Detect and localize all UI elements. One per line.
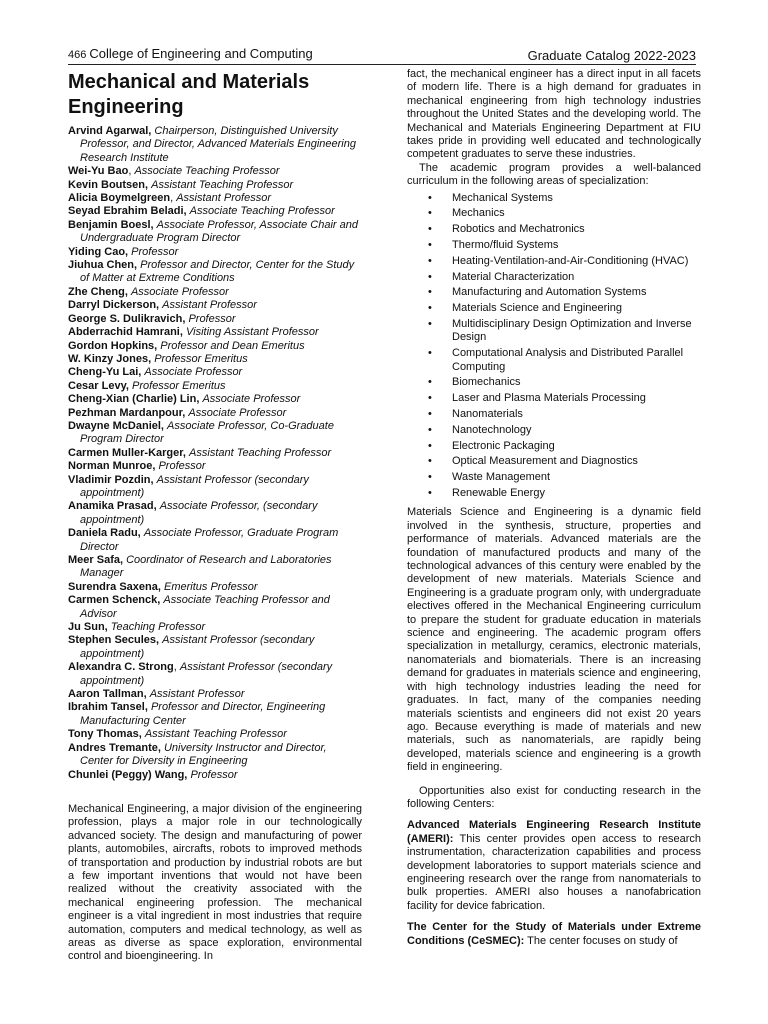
faculty-entry bbox=[68, 728, 362, 741]
bullet-icon: • bbox=[428, 347, 432, 360]
faculty-title: Teaching Professor bbox=[110, 621, 206, 634]
bullet-icon: • bbox=[428, 455, 432, 468]
faculty-entry bbox=[68, 527, 362, 554]
right-column bbox=[407, 68, 701, 948]
faculty-title: Visiting Assistant Professor bbox=[185, 326, 319, 339]
specialization-label: Laser and Plasma Materials Processing bbox=[452, 392, 646, 405]
faculty-entry bbox=[68, 259, 362, 286]
faculty-name: Ibrahim Tansel, bbox=[68, 701, 148, 714]
faculty-title: , Associate Teaching Professor bbox=[128, 165, 280, 178]
bullet-icon: • bbox=[428, 302, 432, 315]
faculty-title: , Assistant Professor (secondary appointment) bbox=[80, 661, 333, 687]
faculty-entry bbox=[68, 474, 362, 501]
bullet-icon: • bbox=[428, 286, 432, 299]
program-intro: The academic program provides a well-balanced curriculum in the following areas of specialization: bbox=[407, 161, 701, 188]
faculty-entry bbox=[68, 340, 362, 353]
faculty-title: Emeritus Professor bbox=[164, 580, 258, 593]
faculty-entry bbox=[68, 165, 362, 178]
faculty-title: Chairperson, Distinguished University Professor, and Director, Advanced Materials Engineering Research Institute bbox=[80, 125, 356, 164]
faculty-entry bbox=[68, 621, 362, 634]
faculty-name: Ju Sun, bbox=[68, 621, 108, 634]
specialization-label: Biomechanics bbox=[452, 376, 521, 389]
faculty-name: Kevin Boutsen, bbox=[68, 178, 149, 191]
faculty-name: Meer Safa, bbox=[68, 554, 124, 566]
center-cesmec-heading: The Center for the Study of Materials under Extreme Conditions (CeSMEC): bbox=[407, 921, 701, 947]
bullet-icon: • bbox=[428, 223, 432, 236]
faculty-entry bbox=[68, 393, 362, 406]
faculty-title: Associate Professor, Graduate Program Director bbox=[80, 527, 339, 553]
center-ameri-heading: Advanced Materials Engineering Research Institute (AMERI): bbox=[407, 819, 701, 845]
specialization-item bbox=[428, 207, 701, 220]
faculty-name: W. Kinzy Jones, bbox=[68, 352, 152, 365]
specialization-label: Material Characterization bbox=[452, 270, 575, 283]
intro-paragraph-left: Mechanical Engineering, a major division of the engineering profession, plays a major role in our technologically advanced society. The design and manufacturing of power plants, automobiles, aircrafts, robots to improved methods of transportation and production by industrial robots are but a few important inventions that would not have been realized without the creativity associated with the mechanical engineering profession. The mechanical engineer is a vital ingredient in most industries that require automation, computers and medical technology, as well as areas as diverse as space exploration, environmental control and bioengineering. In bbox=[68, 802, 362, 963]
faculty-entry bbox=[68, 742, 362, 769]
specialization-label: Thermo/fluid Systems bbox=[452, 239, 559, 252]
faculty-entry bbox=[68, 125, 362, 165]
bullet-icon: • bbox=[428, 239, 432, 252]
faculty-name: Surendra Saxena, bbox=[68, 580, 161, 593]
faculty-name: Darryl Dickerson, bbox=[68, 299, 160, 312]
faculty-entry bbox=[68, 353, 362, 366]
specialization-label: Mechanics bbox=[452, 207, 505, 220]
faculty-title: Assistant Professor bbox=[162, 299, 257, 312]
faculty-name: Cheng-Yu Lai, bbox=[68, 366, 142, 379]
intro-paragraph-right: fact, the mechanical engineer has a direct input in all facets of modern life. There is a high demand for graduates in mechanical engineering from high technology industries throughout the United States and the developing world. The Mechanical and Materials Engineering Department at FIU takes pride in providing well educated and technologically competent graduates to serve these industries. bbox=[407, 68, 701, 161]
bullet-icon: • bbox=[428, 254, 432, 267]
faculty-entry bbox=[68, 460, 362, 473]
faculty-name: Carmen Muller-Karger, bbox=[68, 446, 186, 459]
faculty-name: Alexandra C. Strong bbox=[68, 661, 174, 674]
bullet-icon: • bbox=[428, 408, 432, 421]
faculty-title: Assistant Professor bbox=[149, 688, 245, 701]
faculty-title: Assistant Teaching Professor bbox=[151, 178, 294, 191]
faculty-title: Assistant Teaching Professor bbox=[189, 446, 332, 459]
header-left bbox=[68, 46, 313, 63]
faculty-name: Vladimir Pozdin, bbox=[68, 473, 154, 486]
specialization-item bbox=[428, 392, 701, 405]
faculty-title: Associate Professor bbox=[188, 406, 287, 419]
center-ameri bbox=[407, 819, 701, 913]
faculty-title: Associate Professor bbox=[144, 366, 243, 379]
center-cesmec bbox=[407, 921, 701, 948]
specialization-item bbox=[428, 439, 701, 453]
bullet-icon: • bbox=[428, 471, 432, 484]
faculty-name: Abderrachid Hamrani, bbox=[68, 326, 183, 339]
faculty-entry bbox=[68, 286, 362, 299]
faculty-name: Andres Tremante, bbox=[68, 741, 161, 754]
faculty-name: Tony Thomas, bbox=[68, 728, 142, 741]
page-header bbox=[68, 45, 696, 65]
specialization-label: Nanotechnology bbox=[452, 423, 532, 436]
specialization-label: Heating-Ventilation-and-Air-Conditioning (HVAC) bbox=[452, 254, 689, 267]
specialization-label: Computational Analysis and Distributed Parallel Computing bbox=[452, 347, 684, 373]
specialization-label: Manufacturing and Automation Systems bbox=[452, 286, 647, 299]
faculty-title: Assistant Professor (secondary appointment) bbox=[80, 634, 315, 660]
faculty-name: Anamika Prasad, bbox=[68, 500, 157, 513]
specialization-label: Robotics and Mechatronics bbox=[452, 223, 585, 236]
faculty-entry bbox=[68, 326, 362, 339]
left-column bbox=[68, 70, 362, 964]
specialization-item bbox=[428, 471, 701, 484]
specialization-item bbox=[428, 423, 701, 437]
faculty-name: Alicia Boymelgreen bbox=[68, 192, 171, 205]
faculty-entry bbox=[68, 769, 362, 782]
specialization-item bbox=[428, 347, 701, 374]
faculty-entry bbox=[68, 554, 362, 581]
specialization-item bbox=[428, 487, 701, 500]
bullet-icon: • bbox=[428, 270, 432, 283]
specialization-item bbox=[428, 239, 701, 252]
specialization-label: Multidisciplinary Design Optimization and Inverse Design bbox=[452, 318, 692, 344]
faculty-title: Associate Professor bbox=[130, 285, 229, 298]
faculty-name: Chunlei (Peggy) Wang, bbox=[68, 768, 188, 781]
faculty-name: Seyad Ebrahim Beladi, bbox=[68, 205, 187, 218]
specialization-item bbox=[428, 223, 701, 236]
faculty-entry bbox=[68, 380, 362, 393]
bullet-icon: • bbox=[428, 191, 432, 204]
center-cesmec-text: The center focuses on study of bbox=[524, 934, 678, 947]
faculty-entry bbox=[68, 407, 362, 420]
bullet-icon: • bbox=[428, 376, 432, 389]
specialization-label: Waste Management bbox=[452, 471, 551, 484]
specialization-item bbox=[428, 286, 701, 299]
faculty-name: Cheng-Xian (Charlie) Lin, bbox=[68, 393, 200, 406]
faculty-name: Gordon Hopkins, bbox=[68, 339, 158, 352]
faculty-name: Zhe Cheng, bbox=[68, 285, 128, 298]
faculty-name: Dwayne McDaniel, bbox=[68, 419, 164, 432]
faculty-title: Associate Professor, Co-Graduate Program Director bbox=[80, 419, 334, 446]
faculty-title: Professor and Dean Emeritus bbox=[160, 339, 305, 352]
specialization-item bbox=[428, 191, 701, 205]
faculty-entry bbox=[68, 447, 362, 460]
specialization-label: Mechanical Systems bbox=[452, 191, 553, 204]
faculty-name: Cesar Levy, bbox=[68, 379, 129, 392]
college-name: College of Engineering and Computing bbox=[89, 46, 313, 61]
faculty-title: Professor bbox=[188, 312, 236, 325]
faculty-entry bbox=[68, 366, 362, 379]
specialization-label: Optical Measurement and Diagnostics bbox=[452, 455, 638, 468]
faculty-title: Associate Professor bbox=[202, 393, 301, 406]
bullet-icon: • bbox=[428, 392, 432, 405]
faculty-entry bbox=[68, 179, 362, 192]
faculty-title: Coordinator of Research and Laboratories Manager bbox=[80, 554, 332, 580]
faculty-name: Pezhman Mardanpour, bbox=[68, 406, 186, 419]
faculty-entry bbox=[68, 299, 362, 312]
faculty-entry bbox=[68, 313, 362, 326]
specialization-label: Renewable Energy bbox=[452, 487, 545, 500]
faculty-entry bbox=[68, 688, 362, 701]
faculty-name: Carmen Schenck, bbox=[68, 594, 161, 607]
faculty-entry bbox=[68, 594, 362, 621]
faculty-name: Wei-Yu Bao bbox=[68, 165, 129, 178]
faculty-title: Associate Teaching Professor and Advisor bbox=[80, 594, 330, 620]
page-title: Mechanical and Materials Engineering bbox=[68, 71, 310, 118]
faculty-list bbox=[68, 125, 362, 782]
faculty-name: Stephen Secules, bbox=[68, 634, 160, 647]
faculty-entry bbox=[68, 500, 362, 527]
bullet-icon: • bbox=[428, 423, 432, 436]
faculty-title: Associate Teaching Professor bbox=[189, 205, 335, 218]
opportunities-paragraph: Opportunities also exist for conducting research in the following Centers: bbox=[407, 784, 701, 810]
specialization-item bbox=[428, 455, 701, 468]
faculty-title: Professor Emeritus bbox=[132, 379, 226, 392]
faculty-title: Assistant Professor (secondary appointment) bbox=[80, 473, 309, 499]
bullet-icon: • bbox=[428, 487, 432, 500]
faculty-title: Professor bbox=[131, 245, 179, 258]
center-ameri-text: This center provides open access to research instrumentation, characterization capabilities and process development laboratories to support materials science and engineering research over the range from nanomaterials to bulk properties. AMERI also houses a nanofabrication facility for device fabrication. bbox=[407, 832, 701, 912]
faculty-entry bbox=[68, 661, 362, 688]
bullet-icon: • bbox=[428, 318, 432, 331]
faculty-title: Professor and Director, Center for the Study of Matter at Extreme Conditions bbox=[80, 259, 355, 285]
faculty-name: Jiuhua Chen, bbox=[68, 259, 138, 272]
specialization-item bbox=[428, 302, 701, 315]
faculty-entry bbox=[68, 192, 362, 205]
faculty-entry bbox=[68, 634, 362, 661]
faculty-title: Associate Professor, (secondary appointment) bbox=[80, 500, 318, 526]
specialization-item bbox=[428, 376, 701, 389]
faculty-entry bbox=[68, 420, 362, 447]
faculty-title: Professor bbox=[158, 460, 206, 473]
specialization-label: Electronic Packaging bbox=[452, 439, 555, 452]
faculty-title: Professor bbox=[190, 768, 238, 781]
specialization-label: Materials Science and Engineering bbox=[452, 302, 622, 315]
faculty-title: Associate Professor, Associate Chair and Undergraduate Program Director bbox=[80, 218, 358, 245]
specialization-item bbox=[428, 318, 701, 345]
specialization-item bbox=[428, 408, 701, 421]
faculty-name: George S. Dulikravich, bbox=[68, 312, 186, 325]
faculty-name: Yiding Cao, bbox=[68, 245, 129, 258]
faculty-name: Arvind Agarwal, bbox=[68, 125, 152, 137]
faculty-entry bbox=[68, 581, 362, 594]
faculty-title: University Instructor and Director, Center for Diversity in Engineering bbox=[80, 741, 327, 768]
specialization-item bbox=[428, 270, 701, 284]
faculty-title: Assistant Teaching Professor bbox=[144, 728, 287, 741]
page-number: 466 bbox=[68, 49, 87, 61]
bullet-icon: • bbox=[428, 439, 432, 452]
faculty-title: Professor Emeritus bbox=[154, 352, 248, 365]
faculty-title: , Assistant Professor bbox=[170, 192, 271, 205]
faculty-entry bbox=[68, 205, 362, 218]
catalog-name: Graduate Catalog 2022-2023 bbox=[527, 48, 696, 63]
faculty-name: Aaron Tallman, bbox=[68, 688, 147, 701]
specialization-label: Nanomaterials bbox=[452, 408, 523, 421]
materials-paragraph: Materials Science and Engineering is a dynamic field involved in the synthesis, structure, properties and performance of materials. Advanced materials are the foundation of manufactured products and many of the technological advances of this century were enabled by the development of new materials. Materials Science and Engineering is a graduate program only, with undergraduate electives offered in the Mechanical Engineering curriculum to prepare the student for graduate education in materials science and engineering. The academic program offers specialization in metallurgy, ceramics, electronic materials, nanomaterials and biomaterials. There is an increasing demand for graduates in materials science and engineering, with high technology industries leading the need for graduates. In fact, many of the companies needing materials scientists and engineers did not exist 20 years ago. Because everything is made of materials and new materials, such as nanomaterials, are rapidly being developed, materials science and engineering is a growth field in engineering. bbox=[407, 506, 701, 774]
faculty-entry bbox=[68, 246, 362, 259]
faculty-entry bbox=[68, 701, 362, 728]
specialization-list bbox=[407, 192, 701, 501]
faculty-entry bbox=[68, 219, 362, 246]
faculty-name: Norman Munroe, bbox=[68, 460, 156, 473]
bullet-icon: • bbox=[428, 207, 432, 220]
specialization-item bbox=[428, 254, 701, 268]
faculty-title: Professor and Director, Engineering Manufacturing Center bbox=[80, 701, 326, 727]
faculty-name: Benjamin Boesl, bbox=[68, 218, 154, 231]
faculty-name: Daniela Radu, bbox=[68, 527, 141, 540]
